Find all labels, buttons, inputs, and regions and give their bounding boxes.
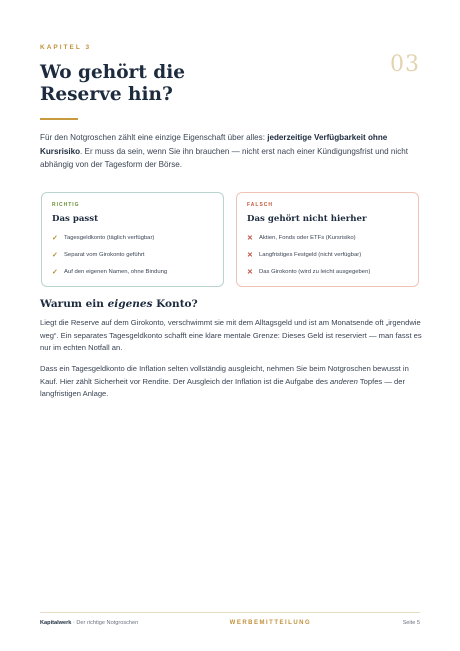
list-item: [52, 246, 213, 263]
body-paragraph-2: [40, 363, 425, 401]
footer-subtitle: · Der richtige Notgroschen: [71, 620, 139, 626]
cross-icon: ✕: [247, 234, 253, 242]
section-heading: [40, 298, 198, 310]
intro-text-before: Für den Notgroschen zählt eine einzige Eigenschaft über alles:: [40, 133, 268, 142]
section-heading-after: Konto?: [152, 298, 198, 310]
list-item: [52, 229, 213, 246]
page-footer: [40, 620, 420, 626]
card-correct: [41, 192, 224, 287]
para2-after: Topfes — der langfristigen Anlage.: [40, 376, 406, 399]
para2-emphasis: anderen: [330, 376, 358, 386]
card-correct-title: Das passt: [52, 214, 99, 224]
cross-icon: ✕: [247, 251, 253, 259]
intro-paragraph: [40, 131, 425, 172]
title-line-1: Wo gehört die: [40, 62, 186, 83]
body-paragraph-1: Liegt die Reserve auf dem Girokonto, verschwimmt sie mit dem Alltagsgeld und ist am Monatsende oft „irgendwie weg“. Ein separates Tagesgeldkonto schafft eine klare mentale Grenze: Dieses Geld ist reserviert — man fasst es nur im echten Notfall an.: [40, 318, 422, 353]
section-heading-before: Warum ein: [40, 298, 108, 310]
list-item-label: Separat vom Girokonto geführt: [64, 251, 145, 258]
footer-left: [40, 620, 138, 626]
footer-divider: [40, 612, 420, 613]
cross-icon: ✕: [247, 268, 253, 276]
title-line-2: Reserve hin?: [40, 84, 173, 105]
card-wrong-title: Das gehört nicht hierher: [247, 214, 367, 224]
list-item: [52, 263, 213, 280]
list-item: [247, 246, 408, 263]
list-item: [247, 229, 408, 246]
check-icon: ✓: [52, 251, 58, 259]
section-heading-emphasis: eigenes: [107, 298, 153, 310]
list-item-label: Langfristiges Festgeld (nicht verfügbar): [259, 251, 362, 258]
check-icon: ✓: [52, 234, 58, 242]
footer-brand: Kapitalwerk: [40, 620, 72, 626]
list-item: [247, 263, 408, 280]
card-wrong: [236, 192, 419, 287]
para2-before: Dass ein Tagesgeldkonto die Inflation selten vollständig ausgleicht, nehmen Sie beim Notgroschen bewusst in Kauf. Hier zählt Sicherheit vor Rendite. Der Ausgleich der Inflation ist die Aufgabe des: [40, 364, 409, 386]
list-item-label: Das Girokonto (wird zu leicht ausgegeben): [259, 268, 371, 275]
footer-page-number: Seite 5: [402, 620, 420, 626]
card-correct-tag: RICHTIG: [52, 202, 80, 208]
check-icon: ✓: [52, 268, 58, 276]
intro-highlight: jederzeitige Verfügbarkeit ohne Kursrisiko: [40, 133, 388, 156]
list-item-label: Tagesgeldkonto (täglich verfügbar): [64, 234, 155, 241]
intro-text-after: . Er muss da sein, wenn Sie ihn brauchen — nicht erst nach einer Kündigungsfrist und nicht abhängig von der Tagesform der Börse.: [40, 146, 409, 169]
card-correct-list: [52, 229, 213, 280]
page-title: [40, 62, 340, 106]
chapter-kicker: KAPITEL 3: [40, 44, 92, 51]
list-item-label: Auf den eigenen Namen, ohne Bindung: [64, 268, 168, 275]
chapter-number: 03: [390, 52, 420, 77]
card-wrong-tag: FALSCH: [247, 202, 273, 208]
title-rule: [40, 118, 78, 120]
list-item-label: Aktien, Fonds oder ETFs (Kursrisiko): [259, 234, 356, 241]
footer-notice: WERBEMITTEILUNG: [229, 620, 312, 626]
card-wrong-list: [247, 229, 408, 280]
